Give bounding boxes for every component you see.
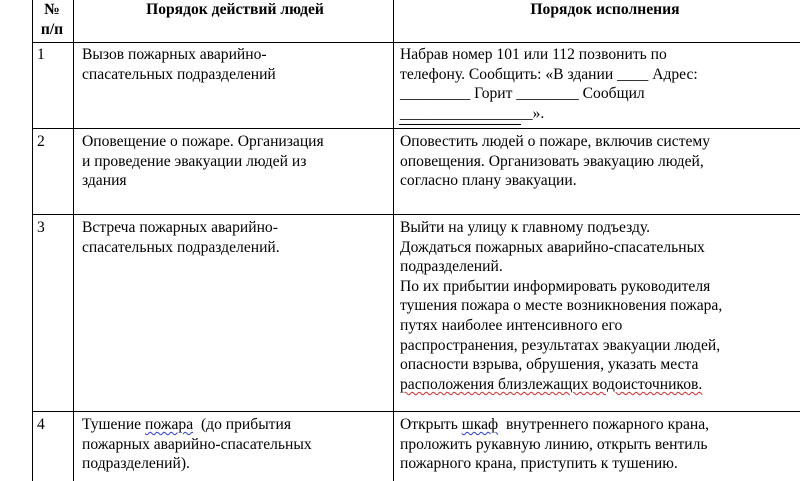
row-action <box>74 413 392 474</box>
text-line <box>400 415 800 435</box>
row-execution <box>394 216 800 394</box>
text-line: подразделений). <box>82 455 190 473</box>
text-line: согласно плану эвакуации. <box>400 172 577 190</box>
row-execution <box>394 43 800 123</box>
row-action <box>74 43 392 84</box>
text-line: тушения пожара о месте возникновения пожара, <box>400 297 723 315</box>
row-action <box>74 130 392 191</box>
text-line: _________ Горит ________ Сообщил <box>400 85 645 103</box>
row-action <box>74 216 392 257</box>
row-number: 3 <box>37 219 45 236</box>
text-fragment: (до прибытия <box>193 416 292 433</box>
row-divider <box>32 411 800 412</box>
text-line: Оповещение о пожаре. Организация <box>82 133 324 150</box>
row-number: 1 <box>37 46 45 63</box>
text-line <box>82 415 388 435</box>
text-line: телефону. Сообщить: «В здании ____ Адрес: <box>400 65 698 83</box>
text-line: здания <box>82 172 127 190</box>
header-number-line1: № <box>44 1 60 18</box>
row-number: 4 <box>37 416 45 433</box>
header-number-line2: п/п <box>40 21 64 38</box>
table-header-row <box>32 0 800 42</box>
text-line: спасательных подразделений. <box>82 238 280 256</box>
text-line: пожарного крана, приступить к тушению. <box>400 455 678 473</box>
text-line: Оповестить людей о пожаре, включив систему <box>400 133 711 150</box>
text-line: пожарных аварийно-спасательных <box>82 435 312 453</box>
text-fragment: Открыть <box>400 416 462 433</box>
text-line: Дождаться пожарных аварийно-спасательных <box>400 238 705 256</box>
table-row <box>32 413 800 481</box>
row-execution <box>394 413 800 474</box>
header-execution: Порядок исполнения <box>530 1 680 18</box>
text-line: оповещения. Организовать эвакуацию людей, <box>400 152 704 170</box>
blank-underline <box>399 124 521 125</box>
text-line: Выйти на улицу к главному подъезду. <box>400 219 651 236</box>
row-execution <box>394 130 800 191</box>
text-fragment: пожара <box>144 416 194 433</box>
text-line: _________________». <box>400 104 545 122</box>
text-line: спасательных подразделений <box>82 65 276 83</box>
table-row <box>32 216 800 410</box>
text-fragment: внутреннего пожарного крана, <box>498 416 710 433</box>
text-line: Встреча пожарных аварийно- <box>82 219 278 236</box>
text-line: По их прибытии информировать руководителя <box>400 277 711 295</box>
header-number <box>32 0 72 40</box>
text-line: Набрав номер 101 или 112 позвонить по <box>400 46 667 63</box>
text-line: проложить рукавную линию, открыть вентиль <box>400 435 708 453</box>
text-line: подразделений. <box>400 258 503 276</box>
text-line: опасности взрыва, обрушения, указать места <box>400 356 699 374</box>
table-row <box>32 130 800 214</box>
table-row <box>32 43 800 128</box>
header-actions: Порядок действий людей <box>146 1 324 18</box>
text-line: путях наиболее интенсивного его <box>400 316 623 334</box>
row-divider <box>32 128 800 129</box>
row-number: 2 <box>37 133 45 150</box>
text-fragment: Тушение <box>82 416 145 433</box>
text-line: Вызов пожарных аварийно- <box>82 46 267 63</box>
text-line: расположения близлежащих водоисточников. <box>400 375 703 393</box>
text-line: и проведение эвакуации людей из <box>82 152 307 170</box>
row-divider <box>32 214 800 215</box>
text-fragment: шкаф <box>461 416 499 433</box>
text-line: распространения, результатах эвакуации людей, <box>400 336 721 354</box>
